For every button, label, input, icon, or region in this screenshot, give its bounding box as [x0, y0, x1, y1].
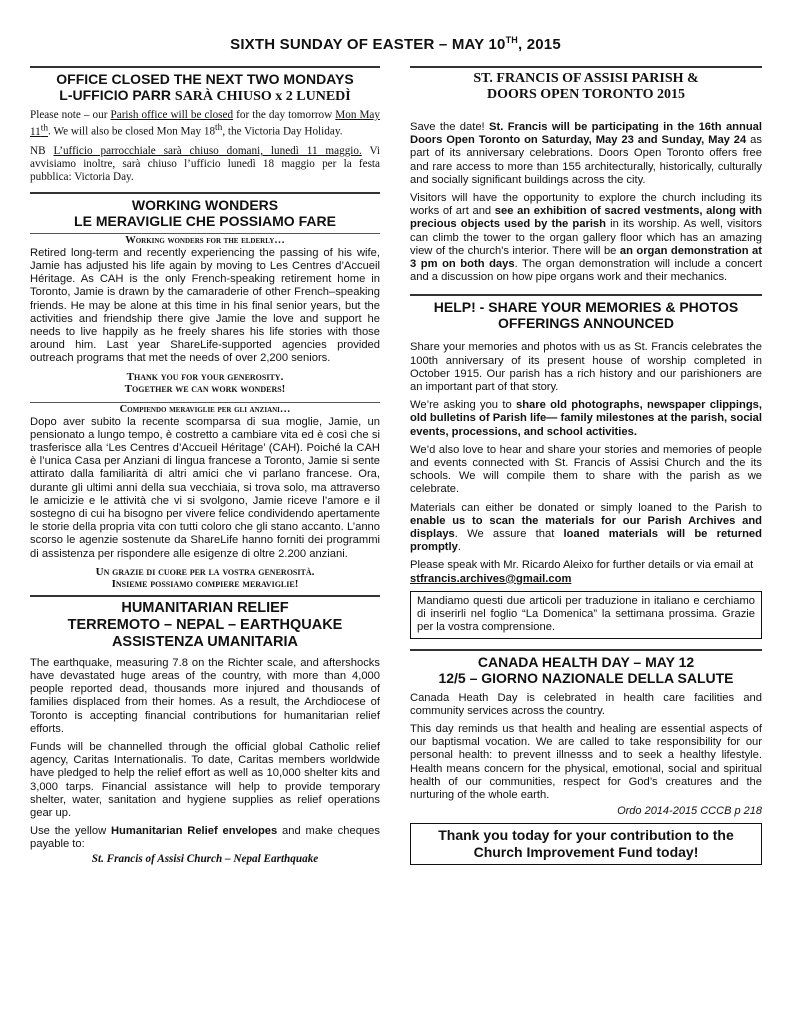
canada-health-day-heading: CANADA HEALTH DAY – MAY 12 12/5 – GIORNO NAZIONALE DELLA SALUTE — [410, 649, 762, 686]
working-wonders-thanks-it-1: Un grazie di cuore per la vostra generosità. — [95, 565, 315, 578]
health-paragraph-2: This day reminds us that health and healing are essential aspects of our baptismal vocation. We are called to take responsibility for our personal health: to prevent illnesss and to seek a healthy lifestyle. Health means concern for the physical, emotional, social and spiritual health of our communities, respect for God’s creatures and the nurturing of the whole earth. — [410, 722, 762, 801]
canada-health-day-section — [410, 649, 762, 818]
humanitarian-relief-heading: HUMANITARIAN RELIEF TERREMOTO – NEPAL – EARTHQUAKE ASSISTENZA UMANITARIA — [30, 595, 380, 651]
doors-open-paragraph-2: Visitors will have the opportunity to explore the church including its works of art and see an exhibition of sacred vestments, along with precious objects used by the parish in its worship. As well, visitors can climb the tower to the organ gallery floor which has an amazing view of the church's interior. There will be an organ demonstration at 3 pm on both days. The organ demonstration will include a concert and a discussion on how pipe organs work and their mechanics. — [410, 192, 762, 284]
working-wonders-subheading-it: Compiendo meraviglie per gli anziani… — [30, 402, 380, 415]
office-closed-notice-it: NB L’ufficio parrocchiale sarà chiuso domani, lunedì 11 maggio. Vi avvisiamo inoltre, sarà chiuso l’ufficio lunedì 18 maggio per la festa pubblica: Victoria Day. — [30, 144, 381, 183]
relief-payee: St. Francis of Assisi Church – Nepal Earthquake — [91, 852, 319, 865]
share-memories-section — [410, 294, 762, 638]
working-wonders-thanks-en-1: Thank you for your generosity. — [126, 370, 284, 383]
working-wonders-story-it: Dopo aver subito la recente scomparsa di sua moglie, Jamie, un pensionato a lungo tempo, è costretto a cambiare vita ed è così che si trasferisce alla ‘Les Centres d’Accueil Héritage’ (CAH). Poiché la CAH è l’unica Casa per Anziani di lingua francese a Toronto, Jamie si sente attirato dalla familiarità di altri amici che vi parlano francese. Ora, durante gli ultimi anni della sua vecchiaia, si trova solo, ma attraverso le amicizie e le attività che vi si svolgono, Jamie riceve l’amore e il sostegno di cui ha bisogno per vivere felice condividendo apertamente le storie della propria vita con tutti coloro che gli stano accanto. L’anno scorso le agenzie sostenute da ShareLife hanno forniti dei programmi di assistenza per rispondere alle esigenze di oltre 2.200 anziani. — [30, 415, 380, 560]
working-wonders-heading: WORKING WONDERS LE MERAVIGLIE CHE POSSIAMO FARE — [30, 192, 380, 229]
relief-paragraph-1: The earthquake, measuring 7.8 on the Richter scale, and aftershocks have devastated huge areas of the country, with more than 4,000 people reported dead, thousands more injured and thousands of families displaced from their homes. As a result, the Archdiocese of Toronto is accepting financial contributions for humanitarian relief efforts. — [30, 656, 380, 735]
relief-paragraph-2: Funds will be channelled through the official global Catholic relief agency, Caritas Internationalis. To date, Caritas members worldwide have pledged to help the relief effort as well as 10,000 shelter kits and 3,000 tarps. Financial assistance will help to provide temporary shelter, water, sanitation and hygiene supplies as relief operations gear up. — [30, 741, 380, 820]
right-column — [410, 66, 762, 865]
doors-open-paragraph-1: Save the date! St. Francis will be participating in the 16th annual Doors Open Toronto on Saturday, May 23 and Sunday, May 24 as part of its anniversary celebrations. Doors Open Toronto offers free and rare access to more than 155 architecturally, historically, culturally and socially significant buildings across the city. — [410, 121, 763, 186]
memories-paragraph-1: Share your memories and photos with us as St. Francis celebrates the 100th anniversary of its present house of worship completed in October 1915. Our parish has a rich history and our parishioners are an important part of that story. — [410, 341, 762, 394]
working-wonders-thanks-it-2: Insieme possiamo compiere meraviglie! — [111, 578, 299, 591]
archives-email-link[interactable]: stfrancis.archives@gmail.com — [410, 572, 572, 585]
office-closed-section — [30, 66, 380, 184]
page-title: SIXTH SUNDAY OF EASTER – MAY 10TH, 2015 — [230, 35, 561, 53]
humanitarian-relief-section — [30, 595, 380, 865]
working-wonders-thanks-en-2: Together we can work wonders! — [124, 383, 286, 396]
health-citation: Ordo 2014-2015 CCCB p 218 — [617, 805, 762, 818]
office-closed-heading: OFFICE CLOSED THE NEXT TWO MONDAYS L-UFFICIO PARR SARÀ CHIUSO x 2 LUNEDÌ — [30, 66, 380, 105]
working-wonders-story-en: Retired long-term and recently experiencing the passing of his wife, Jamie has adjusted his life again by moving to Les Centres d’Accueil Héritage. As CAH is the only French-speaking retirement home in Toronto, Jamie is drawn by the camaraderie of other French–speaking friends. He may be alone at this time in his final senior years, but the activities and friendship there give Jamie the love and support he needs to live happily as he freely shares his life stories with those around him. Last year ShareLife-supported agencies provided outreach programs that met the needs of over 2,200 seniors. — [30, 246, 380, 365]
office-closed-notice-en: Please note – our Parish office will be closed for the day tomorrow Mon May 11th. We will also be closed Mon May 18th, the Victoria Day Holiday. — [30, 109, 380, 138]
share-memories-heading: HELP! - SHARE YOUR MEMORIES & PHOTOS OFFERINGS ANNOUNCED — [410, 294, 762, 331]
memories-paragraph-2: We’re asking you to share old photographs, newspaper clippings, old bulletins of Parish life— family milestones at the parish, social events, processions, and school activities. — [410, 399, 762, 438]
working-wonders-section — [30, 192, 380, 591]
health-paragraph-1: Canada Heath Day is celebrated in health care facilities and community services across the country. — [410, 691, 762, 717]
relief-paragraph-3: Use the yellow Humanitarian Relief envelopes and make cheques payable to: — [30, 825, 380, 851]
working-wonders-subheading-en: Working wonders for the elderly… — [30, 233, 380, 246]
memories-paragraph-4: Materials can either be donated or simply loaned to the Parish to enable us to scan the materials for our Parish Archives and displays. We assure that loaned materials will be returned promptly. — [410, 501, 762, 554]
church-improvement-fund-box: Thank you today for your contribution to the Church Improvement Fund today! — [410, 823, 762, 865]
translation-note-box: Mandiamo questi due articoli per traduzione in italiano e cerchiamo di inserirli nel foglio “La Domenica” la settimana prossima. Grazie per la vostra comprensione. — [410, 591, 762, 639]
memories-paragraph-5: Please speak with Mr. Ricardo Aleixo for further details or via email at stfrancis.archives@gmail.com — [410, 559, 754, 585]
memories-paragraph-3: We’d also love to hear and share your stories and memories of people and events connected with St. Francis of Assisi Church and the its schools. We will compile them to share with the parish as we celebrate. — [410, 443, 762, 496]
left-column — [30, 66, 380, 865]
doors-open-section — [410, 66, 762, 284]
doors-open-heading: ST. FRANCIS OF ASSISI PARISH & DOORS OPEN TORONTO 2015 — [410, 66, 762, 103]
